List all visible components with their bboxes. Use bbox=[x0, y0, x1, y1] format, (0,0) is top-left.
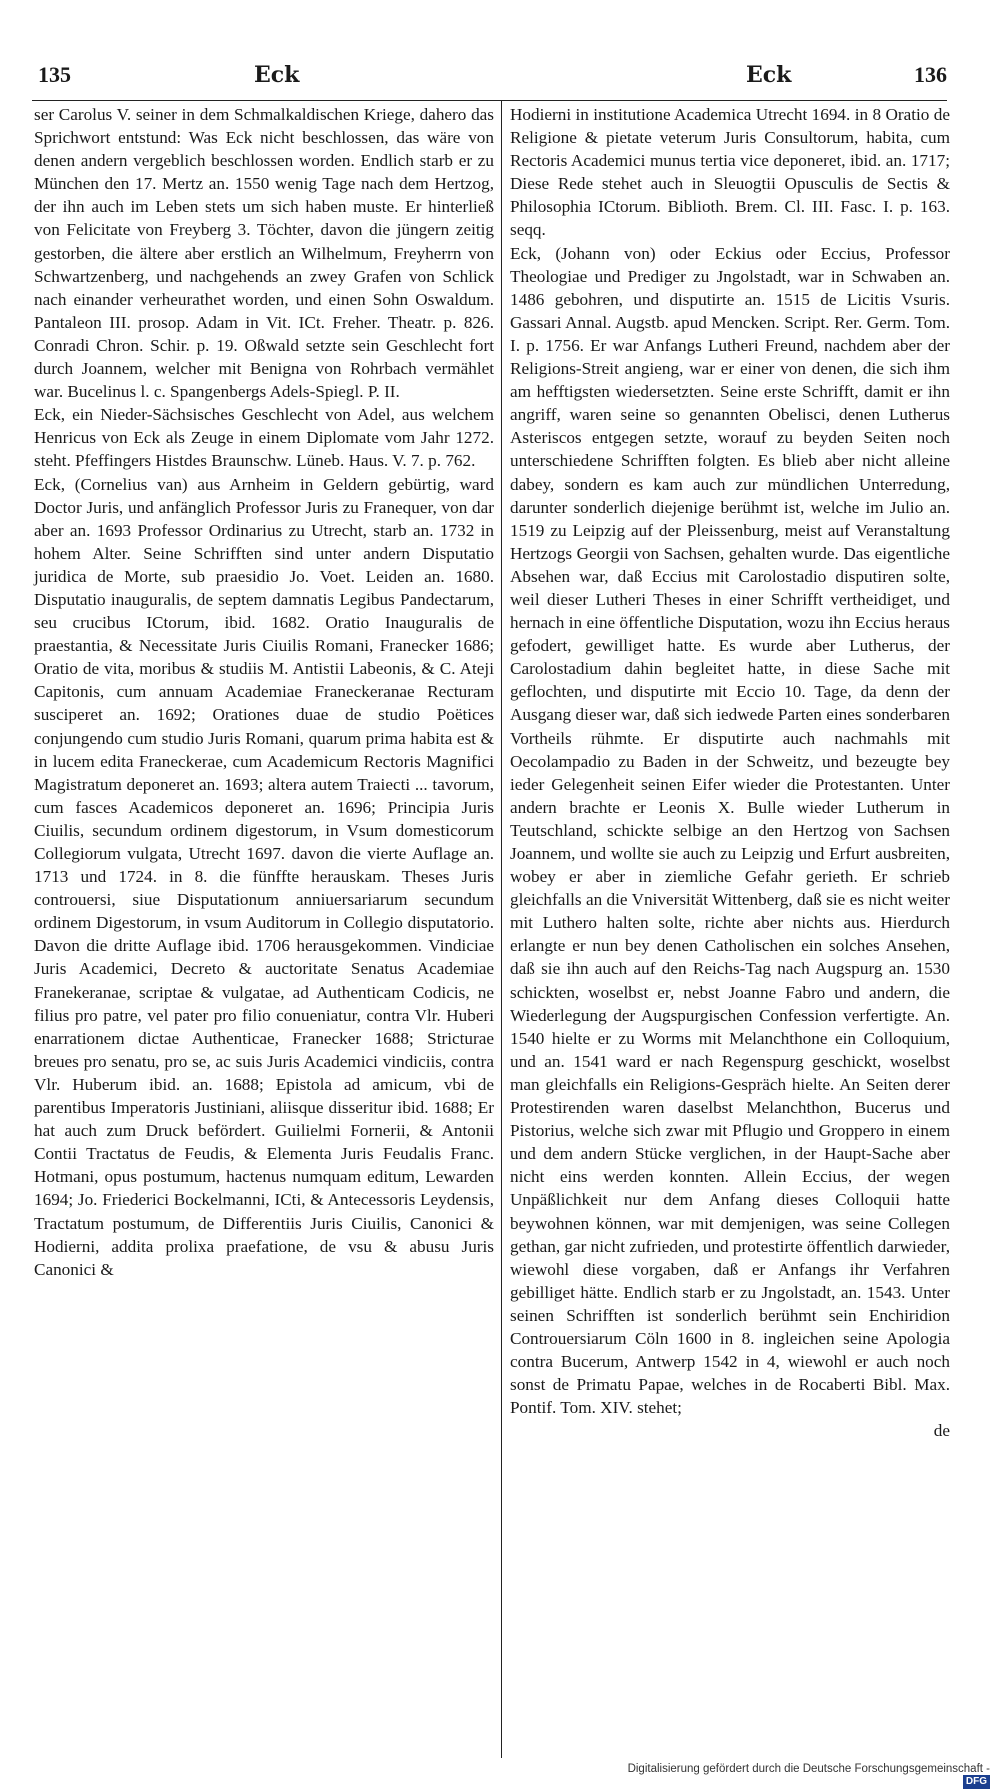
paragraph: ser Carolus V. seiner in dem Schmalkaldischen Kriege, dahero das Sprichwort entstund: Was Eck nicht beschlossen, das wäre von denen andern vergeblich beschlossen worden. Endlich starb er zu München den 17. Mertz an. 1550 wenig Tage nach dem Hertzog, der ihn auch im Leben stets um sich haben muste. Er hinterließ von Felicitate von Freyberg 3. Töchter, davon die jüngern zeitig gestorben, die ältere aber erstlich an Wilhelmum, Freyherrn von Schwartzenberg, und nachgehends an zwey Grafen von Schlick nach einander verheurathet worden, und einen Sohn Oswaldum. Pantaleon III. prosop. Adam in Vit. ICt. Freher. Theatr. p. 826. Conradi Chron. Schir. p. 19. Oßwald setzte sein Geschlecht fort durch Joannem, welcher mit Benigna von Rohrbach vermählet war. Bucelinus l. c. Spangenbergs Adels-Spiegl. P. II. bbox=[34, 105, 494, 402]
page-number-right: 136 bbox=[914, 62, 947, 87]
dfg-logo-icon: DFG bbox=[963, 1775, 990, 1789]
header-rule bbox=[32, 100, 947, 101]
page-header bbox=[32, 56, 947, 96]
paragraph: Eck, (Cornelius van) aus Arnheim in Geldern gebürtig, ward Doctor Juris, und anfänglich Professor Juris zu Franequer, von dar aber an. 1693 Professor Ordinarius zu Utrecht, starb an. 1732 in hohem Alter. Seine Schrifften sind unter andern Disputatio juridica de Morte, sub praesidio Jo. Voet. Leiden an. 1680. Disputatio inauguralis, de septem damnatis Legibus Pandectarum, seu crucibus ICtorum, ibid. 1682. Oratio Inauguralis de praestantia, & Necessitate Juris Ciuilis Romani, Franecker 1686; Oratio de vita, moribus & studiis M. Antistii Labeonis, & C. Ateji Capitonis, cum annuam Academiae Franeckeranae Recturam susciperet an. 1692; Orationes duae de studio Poëtices conjungendo cum studio Juris Romani, quarum prima habita est & in lucem edita Franeckerae, cum Academicum Rectoris Magnifici Magistratum deponeret an. 1693; altera autem Traiecti ... tavorum, cum fasces Academicos deponeret an. 1696; Principia Juris Ciuilis, secundum ordinem digestorum, in Vsum domesticorum Collegiorum vulgata, Utrecht 1697. davon die vierte Auflage an. 1713 und 1724. in 8. die fünffte herauskam. Theses Juris controuersi, siue Disputationum anniuersariarum secundum ordinem Digestorum, in vsum Auditorum in Collegio disputatorio. Davon die dritte Auflage ibid. 1706 herausgekommen. Vindiciae Juris Academici, Decreto & auctoritate Senatus Academiae Franekeranae, scriptae & vulgatae, ad Authenticam Codicis, ne filius pro patre, vel pater pro filio conueniatur, contra Vlr. Huberi enarrationem dictae Authenticae, Franecker 1688; Stricturae breues pro senatu, pro se, ac suis Juris Academici vindiciis, contra Vlr. Huberum ibid. an. 1688; Epistola ad amicum, vbi de parentibus Imperatoris Justiniani, aliisque disseritur ibid. 1688; Er hat auch zum Druck befördert. Guilielmi Fornerii, & Antonii Contii Tractatus de Feudis, & Elementa Juris Feudalis Franc. Hotmani, opus postumum, hactenus numquam editum, Lewarden 1694; Jo. Friederici Bockelmanni, ICti, & Antecessoris Leydensis, Tractatum postumum, de Differentiis Juris Ciuilis, Canonici & Hodierni, addita prolixa praefatione, de vsu & abusu Juris Canonici & bbox=[34, 474, 494, 1279]
catchword: de bbox=[933, 1421, 950, 1441]
column-divider bbox=[501, 100, 502, 1758]
right-column bbox=[510, 103, 950, 1442]
paragraph: Eck, ein Nieder-Sächsisches Geschlecht von Adel, aus welchem Henricus von Eck als Zeuge in einem Diplomate vom Jahr 1272. steht. Pfeffingers Histdes Braunschw. Lüneb. Haus. V. 7. p. 762. bbox=[34, 405, 494, 471]
footer-text: Digitalisierung gefördert durch die Deutsche Forschungsgemeinschaft - bbox=[627, 1763, 990, 1775]
paragraph: Hodierni in institutione Academica Utrecht 1694. in 8 Oratio de Religione & pietate veterum Juris Consultorum, habita, cum Rectoris Academici munus tertia vice deponeret, ibid. an. 1717; Diese Rede stehet auch in Sleuogtii Opusculis de Sectis & Philosophia ICtorum. Biblioth. Brem. Cl. III. Fasc. I. p. 163. seqq. bbox=[510, 105, 950, 240]
page-number-left: 135 bbox=[38, 62, 71, 87]
digitization-footer bbox=[600, 1763, 990, 1787]
header-keyword-right: Eck bbox=[746, 62, 792, 88]
header-keyword-left: Eck bbox=[254, 62, 300, 88]
paragraph: Eck, (Johann von) oder Eckius oder Eccius, Professor Theologiae und Prediger zu Jngolstadt, war in Schwaben an. 1486 gebohren, und disputirte an. 1515 de Licitis Vsuris. Gassari Annal. Augstb. apud Mencken. Script. Rer. Germ. Tom. I. p. 1756. Er war Anfangs Lutheri Freund, nachdem aber der Religions-Streit angieng, war er einer von denen, die sich ihm am hefftigsten wiedersetzten. Seine erste Schrifft, damit er ihn angriff, waren seine so genannten Obelisci, denen Lutherus Asteriscos entgegen setzte, worauf zu beyden Seiten noch unterschiedene Schrifften folgten. Es blieb aber nicht alleine dabey, sondern es kam auch zur mündlichen Unterredung, darunter sonderlich diejenige berühmt ist, welche im Julio an. 1519 zu Leipzig auf der Pleissenburg, meist auf Veranstaltung Hertzogs Georgii von Sachsen, gehalten wurde. Das eigentliche Absehen war, daß Eccius mit Carolostadio disputiren solte, weil dieser Lutheri Theses in einer Schrifft vertheidiget, und hernach in eine öffentliche Disputation, wozu ihn Eccius heraus gefodert, gewilliget hatte. Es wurde aber Lutherus, der Carolostadium dahin begleitet hatte, in diese Sache mit geflochten, und disputirte mit Eccio 10. Tage, da denn der Ausgang dieser war, daß sich iedwede Parten eines sonderbaren Vortheils rühmte. Er disputirte auch nachmahls mit Oecolampadio zu Baden in der Schweitz, und bezeugte bey ieder Gelegenheit seinen Eifer wieder die Protestanten. Unter andern brachte er Leonis X. Bulle wieder Lutherum in Teutschland, schickte selbige an den Hertzog von Sachsen Joannem, und wollte sie auch zu Leipzig und Erfurt ausbreiten, wobey er aber in ziemliche Gefahr gerieth. Er schrieb gleichfalls an die Vniversität Wittenberg, daß sie es nicht weiter mit Luthero halten solte, richte aber nichts aus. Hierdurch erlangte er nun bey denen Catholischen ein solches Ansehen, daß sie ihn auch auf den Reichs-Tag nach Augspurg an. 1530 schickten, woselbst er, nebst Joanne Fabro und andern, die Wiederlegung der Augspurgischen Confession verfertigte. An. 1540 hielte er zu Worms mit Melanchthone ein Colloquium, und an. 1541 ward er nach Regenspurg geschickt, woselbst man gleichfalls ein Religions-Gespräch hielte. An Seiten derer Protestirenden waren daselbst Melanchthon, Bucerus und Pistorius, welche sich zwar mit Pflugio und Groppero in einem und dem andern Stücke verglichen, in der Haupt-Sache aber nicht eins werden konnten. Allein Eccius, der wegen Unpäßlichkeit nur dem Anfang dieses Colloquii hatte beywohnen können, war mit demjenigen, was seine Collegen gethan, gar nicht zufrieden, und protestirte öffentlich darwieder, wiewohl diese vorgaben, daß er Anfangs ihr Verfahren gebilliget hätte. Endlich starb er zu Jngolstadt, an. 1543. Unter seinen Schrifften ist sonderlich berühmt sein Enchiridion Controuersiarum Cöln 1600 in 8. ingleichen seine Apologia contra Bucerum, Antwerp 1542 in 4, wiewohl er auch noch sonst de Primatu Papae, welches in de Rocaberti Bibl. Max. Pontif. Tom. XIV. stehet; bbox=[510, 243, 950, 1418]
left-column bbox=[34, 103, 494, 1281]
